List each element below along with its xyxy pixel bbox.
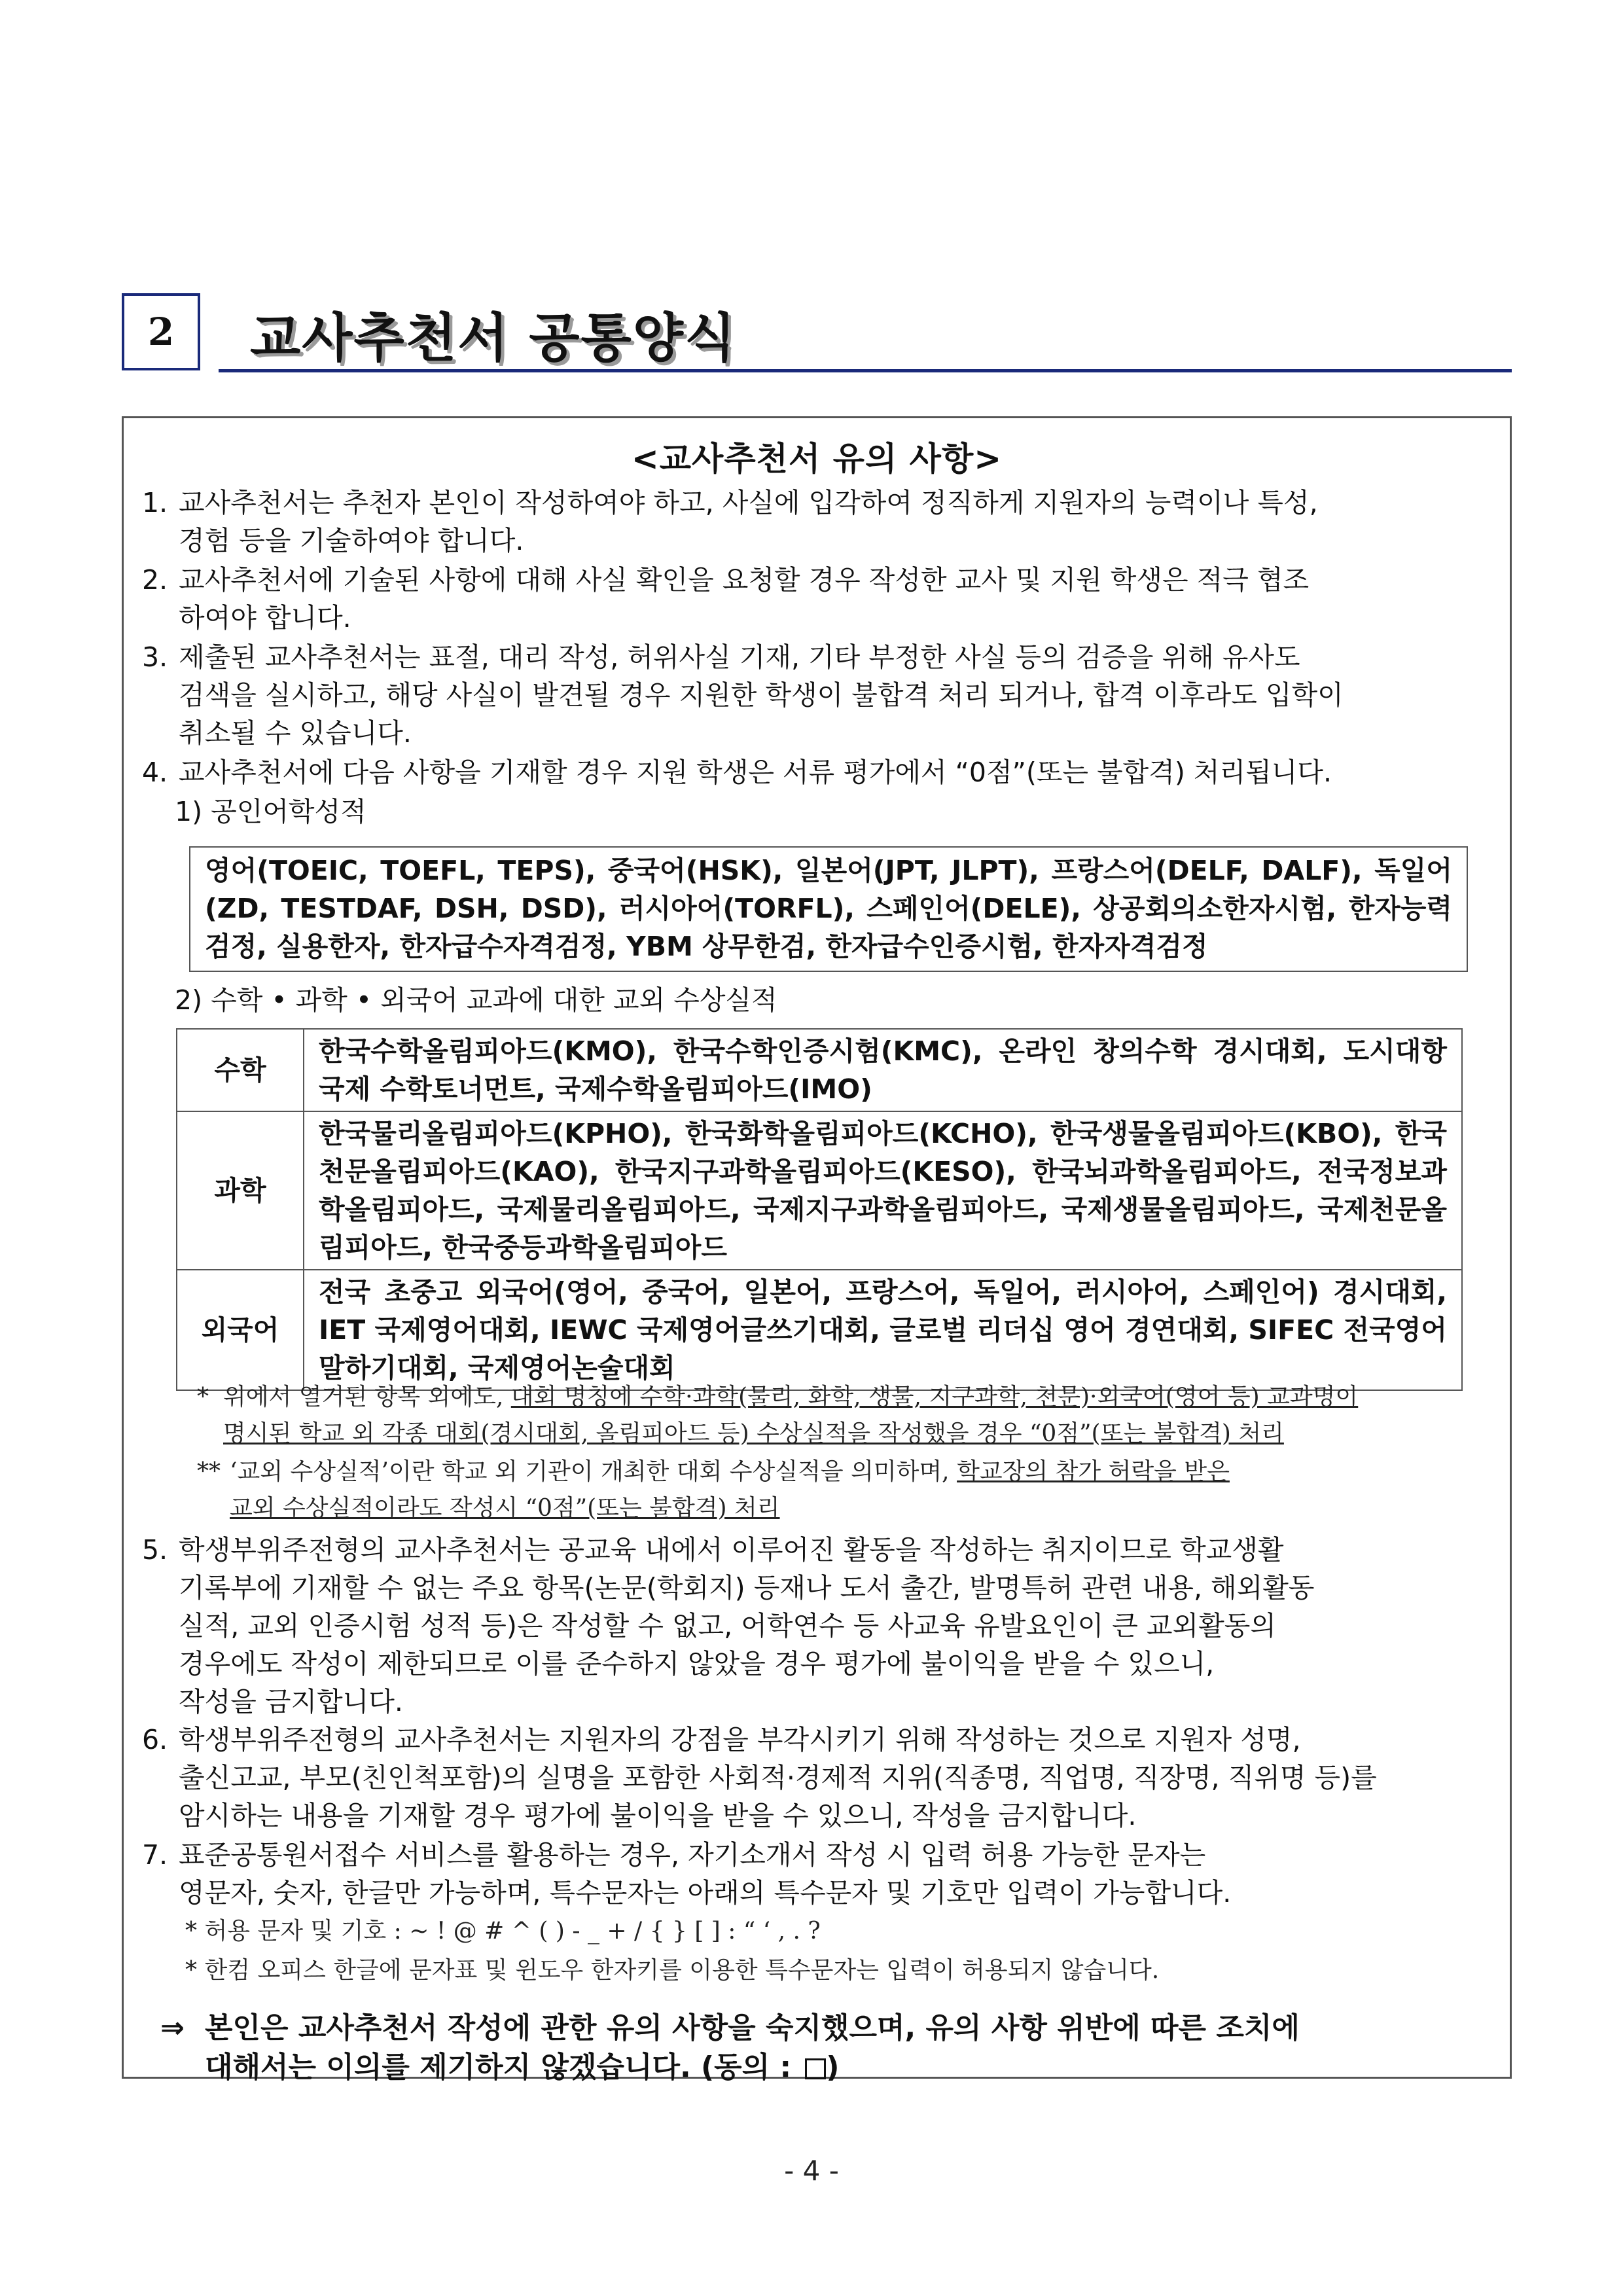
item-number: 2.	[142, 564, 168, 596]
item-line: 검색을 실시하고, 해당 사실이 발견될 경우 지원한 학생이 불합격 처리 되거나, 합격 이후라도 입학이	[179, 679, 1344, 711]
item-line: 학생부위주전형의 교사추천서는 공교육 내에서 이루어진 활동을 작성하는 취지이므로 학교생활	[179, 1534, 1284, 1566]
footnote-mark: **	[197, 1458, 221, 1485]
competition-list-cell: 전국 초중고 외국어(영어, 중국어, 일본어, 프랑스어, 독일어, 러시아어, 스페인어) 경시대회, IET 국제영어대회, IEWC 국제영어글쓰기대회, 글로벌 리더십 영어 경연대회, SIFEC 전국영어말하기대회, 국제영어논술대회	[304, 1270, 1462, 1390]
notice-item-4	[142, 753, 1485, 793]
item-text	[179, 1721, 1488, 1835]
notice-item-6	[142, 1721, 1485, 1836]
footnote-text: ‘교외 수상실적’이란 학교 외 기관이 개최한 대회 수상실적을 의미하며,	[230, 1458, 957, 1485]
sub-item-competition-label: 2) 수학 • 과학 • 외국어 교과에 대한 교외 수상실적	[175, 984, 777, 1016]
item-number: 5.	[142, 1534, 168, 1566]
section-number-box	[122, 293, 200, 370]
item-line: 기록부에 기재할 수 없는 주요 항목(논문(학회지) 등재나 도서 출간, 발명특허 관련 내용, 해외활동	[179, 1572, 1315, 1604]
footnote-line	[230, 1454, 1230, 1490]
notice-item-2	[142, 561, 1485, 639]
competition-table	[176, 1028, 1463, 1391]
subject-cell: 과학	[177, 1111, 304, 1270]
competition-list-cell: 한국물리올림피아드(KPHO), 한국화학올림피아드(KCHO), 한국생물올림피아드(KBO), 한국천문올림피아드(KAO), 한국지구과학올림피아드(KESO), 한국뇌과학올림피아드, 전국정보과학올림피아드, 국제물리올림피아드, 국제지구과학올림피아드, 국제생물올림피아드, 국제천문올림피아드, 한국중등과학올림피아드	[304, 1111, 1462, 1270]
table-row	[177, 1029, 1462, 1111]
footnote-1	[197, 1379, 1480, 1452]
item-line: 경우에도 작성이 제한되므로 이를 준수하지 않았을 경우 평가에 불이익을 받을 수 있으니,	[179, 1648, 1215, 1679]
notice-title: <교사추천서 유의 사항>	[631, 440, 1003, 478]
section-title-rule	[219, 369, 1512, 372]
table-row	[177, 1270, 1462, 1390]
section-number: 2	[147, 310, 175, 354]
agreement-line: 본인은 교사추천서 작성에 관한 유의 사항을 숙지했으며, 유의 사항 위반에 따른 조치에	[205, 2011, 1300, 2045]
item-line: 교사추천서는 추천자 본인이 작성하여야 하고, 사실에 입각하여 정직하게 지원자의 능력이나 특성,	[179, 487, 1318, 518]
item-line: 암시하는 내용을 기재할 경우 평가에 불이익을 받을 수 있으니, 작성을 금지합니다.	[179, 1800, 1137, 1831]
item-line: 교사추천서에 기술된 사항에 대해 사실 확인을 요청할 경우 작성한 교사 및 지원 학생은 적극 협조	[179, 564, 1310, 596]
footnote-underlined: 명시된 학교 외 각종 대회(경시대회, 올림피아드 등) 수상실적을 작성했을 경우 “0점”(또는 불합격) 처리	[223, 1420, 1284, 1447]
item-text	[179, 1531, 1488, 1721]
item-text	[179, 753, 1488, 791]
item-line: 영문자, 숫자, 한글만 가능하며, 특수문자는 아래의 특수문자 및 기호만 입력이 가능합니다.	[179, 1877, 1232, 1909]
section-title: 교사추천서 공통양식	[250, 308, 737, 368]
footnote-mark: *	[197, 1384, 209, 1410]
item-text	[179, 484, 1488, 560]
page-number: - 4 -	[784, 2155, 839, 2187]
arrow-icon: ⇒	[160, 2011, 185, 2045]
allowed-characters-note: * 허용 문자 및 기호 : ~ ! @ # ^ ( ) - _ + / { } [ ] : “ ‘ , . ?	[185, 1918, 821, 1945]
item-number: 7.	[142, 1839, 168, 1871]
notice-item-7	[142, 1836, 1485, 1913]
item-line: 하여야 합니다.	[179, 602, 351, 634]
footnote-underlined: 대회 명칭에 수학·과학(물리, 화학, 생물, 지구과학, 천문)·외국어(영어 등) 교과명이	[510, 1384, 1359, 1410]
item-line: 작성을 금지합니다.	[179, 1686, 403, 1717]
item-text	[179, 638, 1488, 752]
item-line: 실적, 교외 인증시험 성적 등)은 작성할 수 없고, 어학연수 등 사교육 유발요인이 큰 교외활동의	[179, 1610, 1276, 1641]
item-line: 학생부위주전형의 교사추천서는 지원자의 강점을 부각시키기 위해 작성하는 것으로 지원자 성명,	[179, 1724, 1301, 1755]
language-test-box: 영어(TOEIC, TOEFL, TEPS), 중국어(HSK), 일본어(JPT, JLPT), 프랑스어(DELF, DALF), 독일어(ZD, TESTDAF, DSH, DSD), 러시아어(TORFL), 스페인어(DELE), 상공회의소한자시험, 한자능력검정, 실용한자, 한자급수자격검정, YBM 상무한검, 한자급수인증시험, 한자자격검정	[189, 846, 1468, 972]
subject-cell: 수학	[177, 1029, 304, 1111]
section-heading	[122, 293, 1512, 374]
footnote-underlined: 학교장의 참가 허락을 받은	[957, 1458, 1230, 1485]
competition-list-cell: 한국수학올림피아드(KMO), 한국수학인증시험(KMC), 온라인 창의수학 경시대회, 도시대항 국제 수학토너먼트, 국제수학올림피아드(IMO)	[304, 1029, 1462, 1111]
notice-item-5	[142, 1531, 1485, 1721]
footnote-2	[197, 1454, 1480, 1527]
agreement-line-end: )	[826, 2051, 840, 2084]
agree-checkbox[interactable]	[805, 2058, 826, 2079]
item-number: 3.	[142, 641, 168, 673]
agreement-text	[205, 2009, 1474, 2087]
item-line: 경험 등을 기술하여야 합니다.	[179, 525, 524, 556]
notice-item-3	[142, 638, 1485, 755]
item-text	[179, 561, 1488, 637]
item-line: 취소될 수 있습니다.	[179, 717, 412, 749]
sub-item-language-label: 1) 공인어학성적	[175, 796, 366, 827]
item-number: 6.	[142, 1724, 168, 1755]
footnote-line	[223, 1379, 1358, 1416]
agreement-line: 대해서는 이의를 제기하지 않겠습니다. (동의 :	[205, 2051, 802, 2084]
table-row	[177, 1111, 1462, 1270]
notice-box	[122, 416, 1512, 2084]
footnote-text: 위에서 열거된 항목 외에도,	[223, 1384, 511, 1410]
hancom-note: * 한컴 오피스 한글에 문자표 및 윈도우 한자키를 이용한 특수문자는 입력이 허용되지 않습니다.	[185, 1957, 1160, 1984]
item-number: 4.	[142, 757, 168, 788]
item-line: 출신고교, 부모(친인척포함)의 실명을 포함한 사회적·경제적 지위(직종명, 직업명, 직장명, 직위명 등)를	[179, 1762, 1377, 1793]
item-number: 1.	[142, 487, 168, 518]
item-line: 제출된 교사추천서는 표절, 대리 작성, 허위사실 기재, 기타 부정한 사실 등의 검증을 위해 유사도	[179, 641, 1300, 673]
footnote-underlined: 교외 수상실적이라도 작성시 “0점”(또는 불합격) 처리	[230, 1495, 780, 1522]
item-text	[179, 1836, 1488, 1912]
notice-item-1	[142, 484, 1485, 562]
subject-cell: 외국어	[177, 1270, 304, 1390]
item-line: 교사추천서에 다음 사항을 기재할 경우 지원 학생은 서류 평가에서 “0점”(또는 불합격) 처리됩니다.	[179, 757, 1332, 788]
item-line: 표준공통원서접수 서비스를 활용하는 경우, 자기소개서 작성 시 입력 허용 가능한 문자는	[179, 1839, 1206, 1871]
